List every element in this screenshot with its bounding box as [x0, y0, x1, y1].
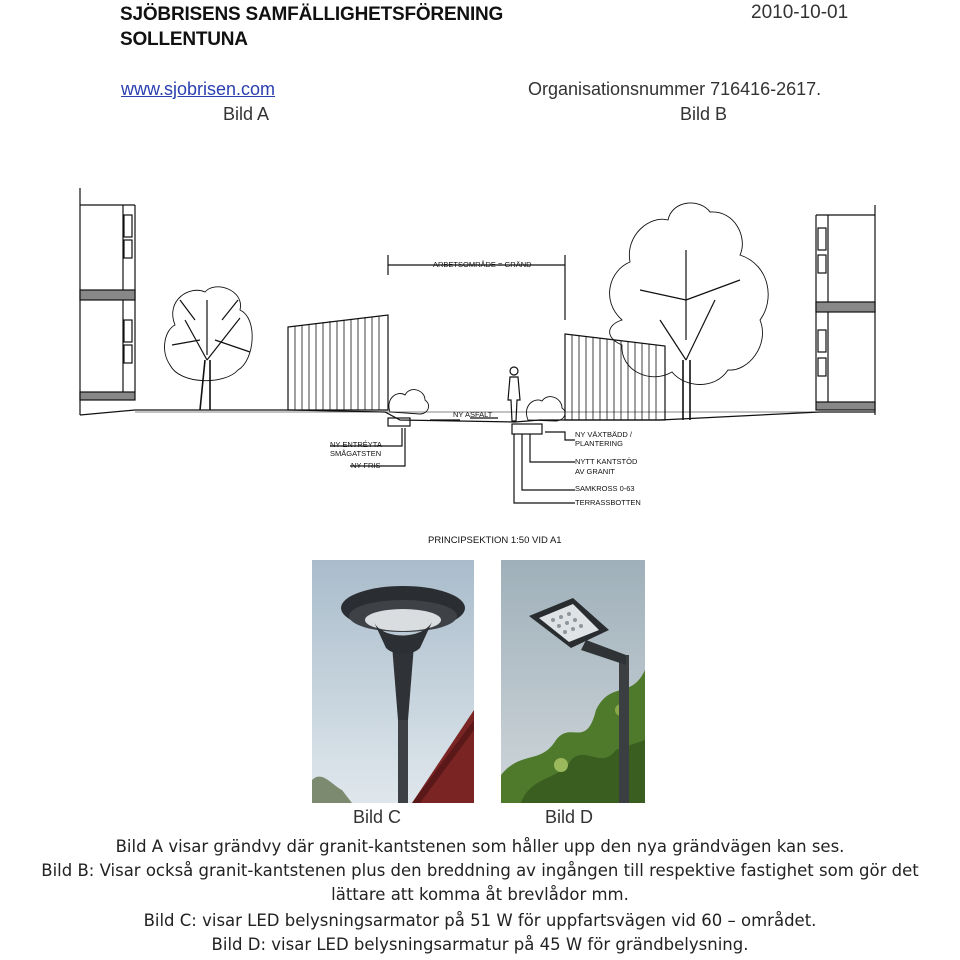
entrance-label: NY ENTRÉYTA: [330, 440, 382, 449]
photo-street-lamp-c: [312, 560, 474, 803]
figure-label-d: Bild D: [545, 807, 594, 827]
figure-label-b: Bild B: [680, 104, 728, 124]
figure-label-c: Bild C: [353, 807, 402, 827]
frieze-label: NY FRIS: [351, 461, 381, 470]
website-link[interactable]: www.sjobrisen.com: [121, 79, 276, 99]
terrace-bottom-label: TERRASSBOTTEN: [575, 498, 641, 507]
organization-number: Organisationsnummer 716416-2617.: [528, 79, 822, 99]
organization-name-line1: SJÖBRISENS SAMFÄLLIGHETSFÖRENING: [120, 4, 504, 25]
curb-label-2: AV GRANIT: [575, 467, 615, 476]
curb-label-1: NYTT KANTSTÖD: [575, 457, 638, 466]
organization-name-line2: SOLLENTUNA: [120, 29, 248, 50]
document-date: 2010-10-01: [751, 2, 849, 23]
asphalt-label: NY ASFALT: [453, 410, 493, 419]
caption-bild-b-line2: lättare att komma åt brevlådor mm.: [331, 885, 629, 904]
figure-label-a: Bild A: [223, 104, 270, 124]
small-stone-label: SMÅGATSTEN: [330, 449, 382, 458]
caption-bild-b-line1: Bild B: Visar också granit-kantstenen plus den breddning av ingången till respektive fastighet som gör det: [41, 861, 919, 880]
photo-street-lamp-d: [501, 560, 645, 803]
caption-bild-d: Bild D: visar LED belysningsarmatur på 45 W för grändbelysning.: [211, 935, 749, 954]
plant-bed-label-1: NY VÄXTBÄDD /: [575, 430, 632, 439]
crushed-stone-label: SAMKROSS 0-63: [575, 484, 635, 493]
work-area-label: ARBETSOMRÅDE = GRÄND: [433, 260, 532, 269]
caption-bild-c: Bild C: visar LED belysningsarmator på 51 W för uppfartsvägen vid 60 – området.: [143, 911, 817, 930]
plant-bed-label-2: PLANTERING: [575, 439, 623, 448]
section-title: PRINCIPSEKTION 1:50 VID A1: [428, 535, 562, 546]
caption-bild-a: Bild A visar grändvy där granit-kantstenen som håller upp den nya grändvägen kan ses.: [115, 837, 845, 856]
